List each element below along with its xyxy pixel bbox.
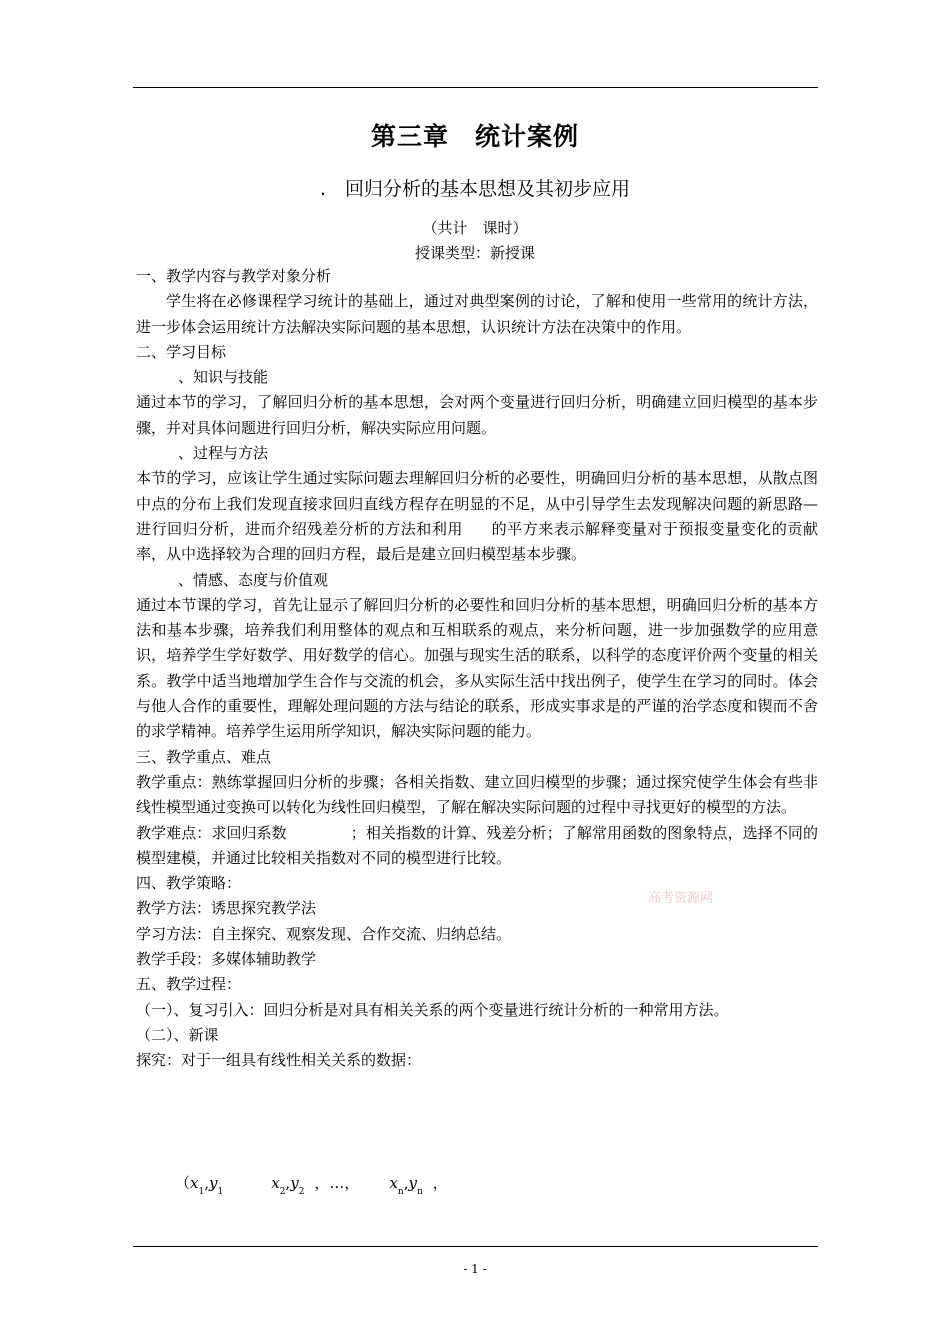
watermark: 高考资源网 xyxy=(648,891,714,906)
lesson-type: 授课类型：新授课 xyxy=(414,244,535,262)
section-heading: 二、学习目标 xyxy=(136,342,227,361)
chapter-title: 第三章 统计案例 xyxy=(370,122,579,151)
paragraph: 教学方法：诱思探究教学法 xyxy=(136,899,317,918)
section-heading: 一、教学内容与教学对象分析 xyxy=(136,267,332,285)
subheading: 、情感、态度与价值观 xyxy=(178,570,329,589)
paragraph-part: 教学难点：求回归系数 xyxy=(136,823,287,842)
paragraph xyxy=(136,466,818,567)
section-heading: 三、教学重点、难点 xyxy=(136,747,272,766)
section-heading: 五、教学过程： xyxy=(136,975,242,994)
paragraph: 学生将在必修课程学习统计的基础上，通过对典型案例的讨论，了解和使用一些常用的统计方法，进一步体会运用统计方法解决实际问题的基本思想，认识统计方法在决策中的作用。 xyxy=(136,292,818,336)
subheading: 、知识与技能 xyxy=(178,368,269,387)
paragraph-part: 的平方来表示解释变量对于预报变量变化的贡献率，从中选择较为合理的回归方程，最后是建立回归模型基本步骤。 xyxy=(136,519,818,564)
paragraph: 学习方法：自主探究、观察发现、合作交流、归纳总结。 xyxy=(136,924,512,943)
paragraph: 通过本节课的学习，首先让显示了解回归分析的必要性和回归分析的基本思想，明确回归分析的基本方法和基本步骤，培养我们利用整体的观点和互相联系的观点，来分析问题，进一步加强数学的应用意识，培养学生学好数学、用好数学的信心。加强与现实生活的联系，以科学的态度评价两个变量的相关系。教学中适当地增加学生合作与交流的机会，多从实际生活中找出例子，使学生在学习的同时。体会与他人合作的重要性，理解处理问题的方法与结论的联系，形成实事求是的严谨的治学态度和锲而不舍的求学精神。培养学生运用所学知识，解决实际问题的能力。 xyxy=(136,595,818,741)
page-number: - 1 - xyxy=(463,1262,487,1276)
paragraph: 探究：对于一组具有线性相关关系的数据： xyxy=(136,1051,422,1070)
section-title: . 回归分析的基本思想及其初步应用 xyxy=(319,178,631,200)
header-rule xyxy=(133,87,818,88)
hours-line: （共计 课时） xyxy=(422,219,528,237)
paragraph xyxy=(136,821,818,872)
paragraph-part: 本节的学习，应该让学生通过实际问题去理解回归分析的必要性，明确回归分析的基本思想，从散点图中点的分布上我们发现直接求回归直线方程存在明显的不足，从中引导学生去发现解决问题的新思路—进行回归分析，进而介绍残差分析的方法和利用 xyxy=(136,469,818,538)
paragraph: 教学手段：多媒体辅助教学 xyxy=(136,950,317,969)
paragraph: 教学重点：熟练掌握回归分析的步骤；各相关指数、建立回归模型的步骤；通过探究使学生体会有些非线性模型通过变换可以转化为线性回归模型，了解在解决实际问题的过程中寻找更好的模型的方法。 xyxy=(136,772,818,817)
paragraph-part: ；相关指数的计算、残差分析；了解常用函数的图象特点，选择不同的模型建模，并通过比较相关指数对不同的模型进行比较。 xyxy=(136,823,818,867)
paragraph: （一）、复习引入：回归分析是对具有相关关系的两个变量进行统计分析的一种常用方法。 xyxy=(136,1000,729,1019)
paragraph: （二）、新课 xyxy=(136,1025,219,1044)
data-points-formula: （$x_1,y_1$ $x_2,y_2$ ，…， $x_n,y_n$ ， xyxy=(175,1174,448,1197)
section-heading: 四、教学策略： xyxy=(136,874,242,893)
paragraph: 通过本节的学习，了解回归分析的基本思想，会对两个变量进行回归分析，明确建立回归模型的基本步骤，并对具体问题进行回归分析，解决实际应用问题。 xyxy=(136,393,818,437)
document-body xyxy=(136,264,818,1074)
subheading: 、过程与方法 xyxy=(178,444,269,463)
footer-rule xyxy=(133,1246,818,1247)
